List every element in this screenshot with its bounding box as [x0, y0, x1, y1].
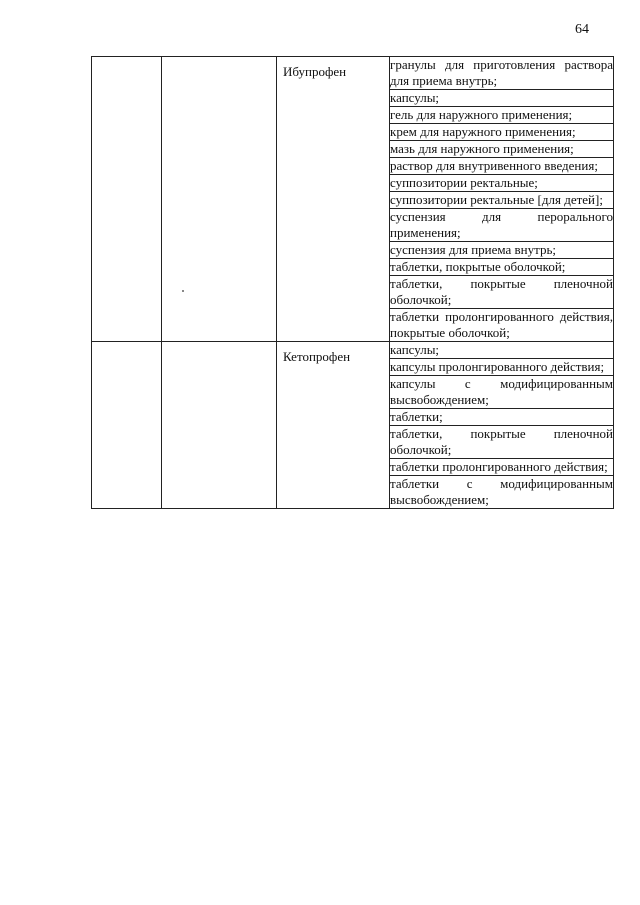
dosage-form-cell — [390, 242, 614, 259]
dosage-form: капсулы с модифицированным высвобождением; — [390, 376, 613, 407]
dosage-form: крем для наружного применения; — [390, 124, 576, 139]
dosage-form: капсулы; — [390, 90, 440, 105]
dosage-form: таблетки пролонгированного действия; — [390, 459, 608, 474]
table-row — [92, 57, 614, 90]
dosage-form: мазь для наружного применения; — [390, 141, 574, 156]
dosage-form: таблетки с модифицированным высвобождением; — [390, 476, 613, 507]
dosage-form-cell — [390, 90, 614, 107]
dosage-form: суппозитории ректальные; — [390, 175, 538, 190]
dosage-form-cell — [390, 259, 614, 276]
drug-name: Ибупрофен — [283, 64, 347, 79]
dosage-form: гранулы для приготовления раствора для приема внутрь; — [390, 57, 613, 88]
code-cell — [92, 342, 162, 509]
dosage-form: суппозитории ректальные [для детей]; — [390, 192, 603, 207]
drug-cell — [277, 57, 390, 342]
drug-table — [91, 56, 614, 509]
dosage-form-cell — [390, 107, 614, 124]
dosage-form: капсулы; — [390, 342, 440, 357]
dosage-form: раствор для внутривенного введения; — [390, 158, 598, 173]
dosage-form-cell — [390, 376, 614, 409]
dosage-form-cell — [390, 342, 614, 359]
dosage-form-cell — [390, 309, 614, 342]
dosage-form: гель для наружного применения; — [390, 107, 573, 122]
dosage-form-cell — [390, 359, 614, 376]
dosage-form-cell — [390, 209, 614, 242]
dosage-form-cell — [390, 175, 614, 192]
page-number: 64 — [575, 22, 589, 37]
group-cell — [162, 57, 277, 342]
dosage-form: таблетки; — [390, 409, 443, 424]
dosage-form-cell — [390, 158, 614, 175]
dosage-form: таблетки пролонгированного действия, покрытые оболочкой; — [390, 309, 613, 340]
drug-cell — [277, 342, 390, 509]
dosage-form: суспензия для перорального применения; — [390, 209, 613, 240]
dosage-form-cell — [390, 192, 614, 209]
table-row — [92, 342, 614, 359]
dosage-form: таблетки, покрытые оболочкой; — [390, 259, 566, 274]
dosage-form-cell — [390, 57, 614, 90]
dosage-form-cell — [390, 426, 614, 459]
dosage-form-cell — [390, 124, 614, 141]
dosage-form: таблетки, покрытые пленочной оболочкой; — [390, 276, 613, 307]
dosage-form: капсулы пролонгированного действия; — [390, 359, 605, 374]
drug-name: Кетопрофен — [283, 349, 351, 364]
dosage-form-cell — [390, 459, 614, 476]
dosage-form: суспензия для приема внутрь; — [390, 242, 557, 257]
dosage-form: таблетки, покрытые пленочной оболочкой; — [390, 426, 613, 457]
dosage-form-cell — [390, 476, 614, 509]
code-cell — [92, 57, 162, 342]
dosage-form-cell — [390, 141, 614, 158]
dosage-form-cell — [390, 409, 614, 426]
table-body — [92, 57, 614, 509]
group-cell — [162, 342, 277, 509]
dosage-form-cell — [390, 276, 614, 309]
